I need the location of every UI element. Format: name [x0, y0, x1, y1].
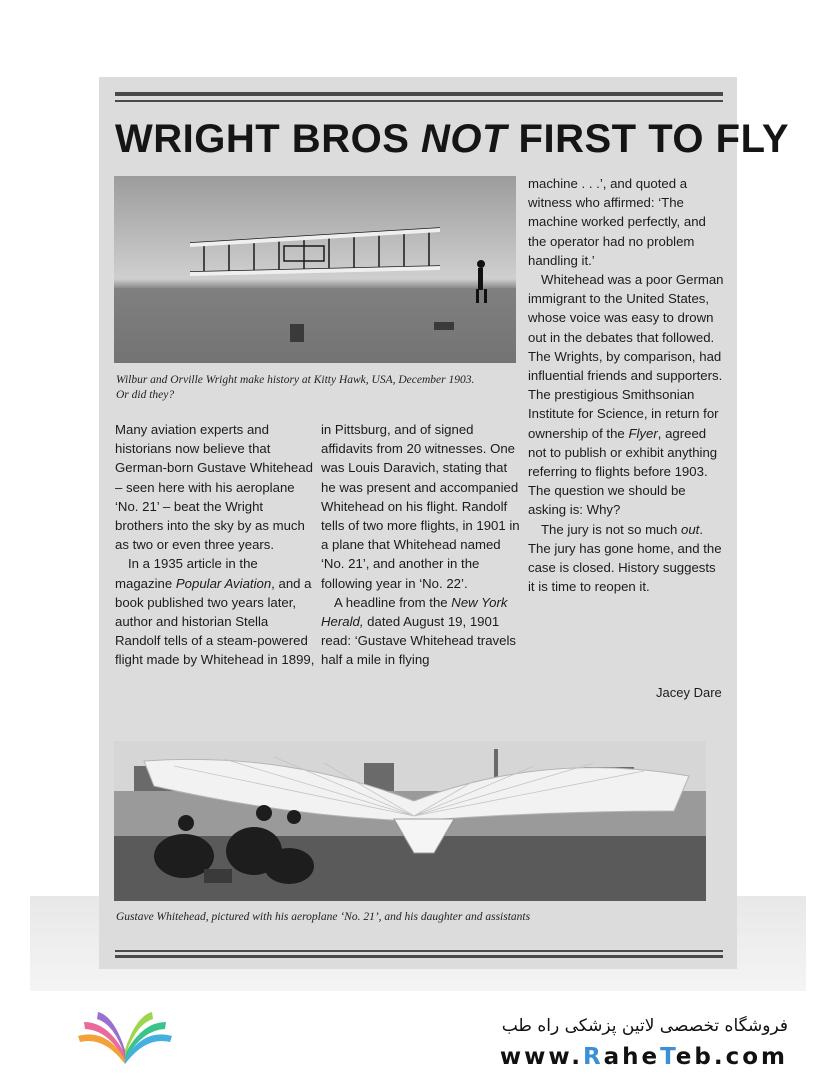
top-rule-thick	[115, 92, 723, 96]
author-signature: Jacey Dare	[656, 685, 722, 700]
wright-flyer-photo	[114, 176, 516, 363]
paragraph: Whitehead was a poor German immigrant to the United States, whose voice was easy to drown out in the debates that followed. The Wrights, by comparison, had influential friends and supporters. The prestigious Smithsonian Institute for Science, in return for ownership of the Flyer, agreed not to publish or exhibit anything referring to flights before 1903. The question we should be asking is: Why?	[528, 272, 724, 518]
paragraph: Many aviation experts and historians now believe that German-born Gustave Whitehead – seen here with his aeroplane ‘No. 21’ – beat the Wright brothers into the sky by as much as two or even three years.	[115, 422, 313, 553]
paragraph: machine . . .’, and quoted a witness who affirmed: ‘The machine worked perfectly, and the operator had no problem handling it.’	[528, 176, 706, 268]
book-logo-icon	[70, 1008, 180, 1070]
store-url[interactable]: www.RaheTeb.com	[499, 1044, 788, 1070]
bottom-rule-thin	[115, 950, 723, 952]
paragraph: In a 1935 article in the magazine Popular Aviation, and a book published two years later, author and historian Stella Randolf tells of a steam-powered flight made by Whitehead in 1899,	[115, 556, 315, 668]
top-photo-caption: Wilbur and Orville Wright make history at Kitty Hawk, USA, December 1903. Or did they?	[116, 374, 475, 401]
article-column-2	[321, 420, 521, 670]
top-rule-thin	[115, 100, 723, 102]
paragraph: A headline from the New York Herald, dated August 19, 1901 read: ‘Gustave Whitehead travels half a mile in flying	[321, 594, 516, 668]
headline: WRIGHT BROS NOT FIRST TO FLY	[115, 117, 790, 161]
paragraph: in Pittsburg, and of signed affidavits from 20 witnesses. One was Louis Daravich, stating that he was present and accompanied Whitehead on his flight. Randolf tells of two more flights, in 1901 in a plane that Whitehead named ‘No. 21’, and another in the following year in ‘No. 22’.	[321, 422, 520, 591]
bottom-photo-caption: Gustave Whitehead, pictured with his aeroplane ‘No. 21’, and his daughter and assistants	[116, 911, 531, 923]
whitehead-aeroplane-photo	[114, 741, 706, 901]
bottom-rule-thick	[115, 955, 723, 958]
article-column-1	[115, 420, 315, 670]
store-name: فروشگاه تخصصی لاتین پزشکی راه طب	[501, 1016, 788, 1036]
paragraph: The jury is not so much out. The jury has gone home, and the case is closed. History suggests it is time to reopen it.	[528, 521, 722, 595]
article-column-3	[528, 174, 724, 596]
